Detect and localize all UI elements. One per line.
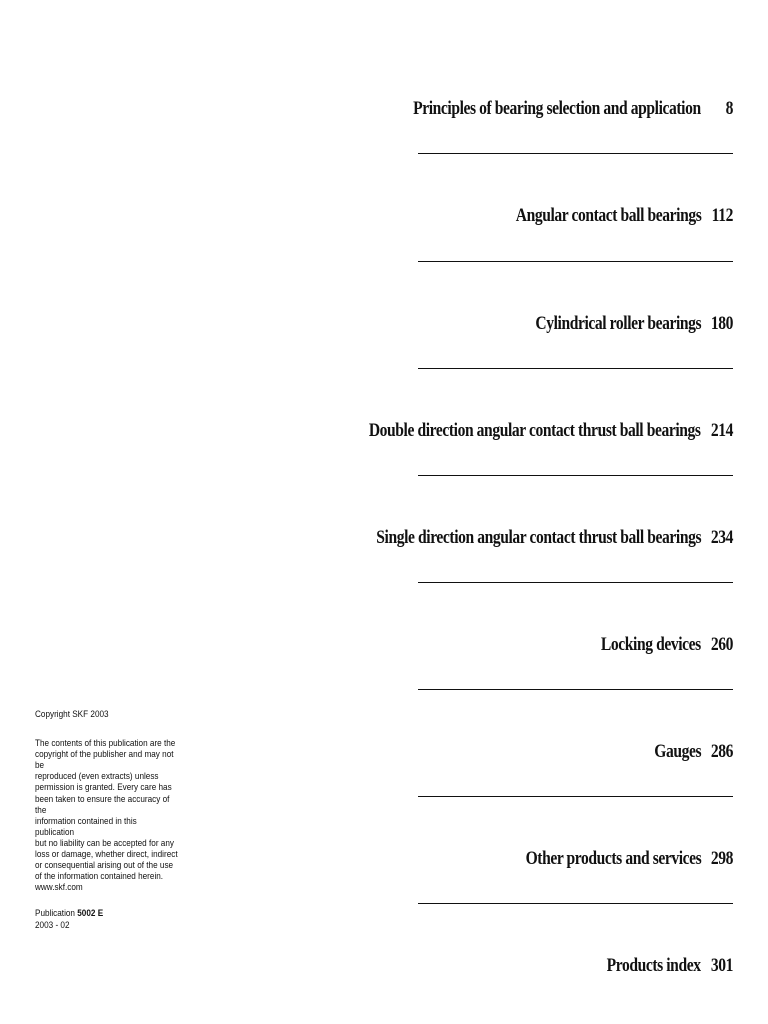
- copyright-line: copyright of the publisher and may not be: [35, 749, 174, 772]
- toc-entry[interactable]: [418, 828, 733, 868]
- toc-entry-title[interactable]: Gauges: [654, 741, 701, 762]
- divider: [418, 261, 733, 262]
- publication-number: 5002 E: [77, 908, 104, 920]
- publication-line: [35, 908, 173, 919]
- divider: [418, 796, 733, 797]
- toc-entry[interactable]: [369, 400, 733, 441]
- toc-entry[interactable]: [418, 935, 733, 975]
- divider: [418, 582, 733, 583]
- toc-entry-page[interactable]: 8: [725, 98, 733, 119]
- toc-entry[interactable]: [418, 614, 733, 654]
- toc-entry-page[interactable]: 301: [710, 955, 733, 976]
- toc-entry[interactable]: [418, 293, 733, 333]
- toc-entry-page[interactable]: 298: [710, 848, 733, 869]
- copyright-line: or consequential arising out of the use: [35, 860, 174, 872]
- toc-entry-page[interactable]: 234: [710, 527, 733, 548]
- toc-entry-page[interactable]: 286: [710, 741, 733, 762]
- copyright-block: [35, 709, 178, 931]
- toc-entry-title[interactable]: Other products and services: [525, 848, 701, 869]
- publication-date: 2003 - 02: [35, 919, 70, 931]
- toc-entry-page[interactable]: 112: [711, 205, 733, 226]
- copyright-line: reproduced (even extracts) unless: [35, 771, 159, 783]
- toc-entry-title[interactable]: Double direction angular contact thrust ball bearings: [369, 420, 701, 441]
- toc-entry-title[interactable]: Products index: [607, 955, 701, 976]
- toc-entry-title[interactable]: Principles of bearing selection and application: [413, 98, 701, 119]
- toc-entry-title[interactable]: Cylindrical roller bearings: [535, 313, 701, 334]
- copyright-notice: [35, 738, 178, 893]
- website-link[interactable]: www.skf.com: [35, 882, 83, 894]
- copyright-heading: Copyright SKF 2003: [35, 709, 109, 720]
- divider: [418, 475, 733, 476]
- copyright-line: permission is granted. Every care has: [35, 782, 172, 794]
- toc-entry-page[interactable]: 180: [710, 313, 733, 334]
- toc-entry-page[interactable]: 260: [710, 634, 733, 655]
- toc-entry-title[interactable]: Angular contact ball bearings: [515, 205, 701, 226]
- toc-entry[interactable]: [413, 78, 733, 119]
- divider: [418, 689, 733, 690]
- copyright-line: but no liability can be accepted for any: [35, 837, 174, 849]
- copyright-line: loss or damage, whether direct, indirect: [35, 849, 178, 861]
- copyright-line: of the information contained herein.: [35, 871, 164, 883]
- table-of-contents: [369, 0, 733, 1024]
- divider: [418, 153, 733, 154]
- copyright-line: information contained in this publication: [35, 815, 137, 838]
- publication-label: Publication: [35, 908, 75, 920]
- toc-entry-title[interactable]: Locking devices: [601, 634, 701, 655]
- divider: [418, 368, 733, 369]
- divider: [418, 903, 733, 904]
- toc-entry-title[interactable]: Single direction angular contact thrust ball bearings: [376, 527, 701, 548]
- toc-entry-page[interactable]: 214: [710, 420, 733, 441]
- copyright-line: The contents of this publication are the: [35, 738, 176, 750]
- toc-entry[interactable]: [418, 185, 733, 225]
- toc-entry[interactable]: [418, 721, 733, 761]
- toc-entry[interactable]: [376, 507, 733, 548]
- copyright-line: been taken to ensure the accuracy of the: [35, 793, 170, 816]
